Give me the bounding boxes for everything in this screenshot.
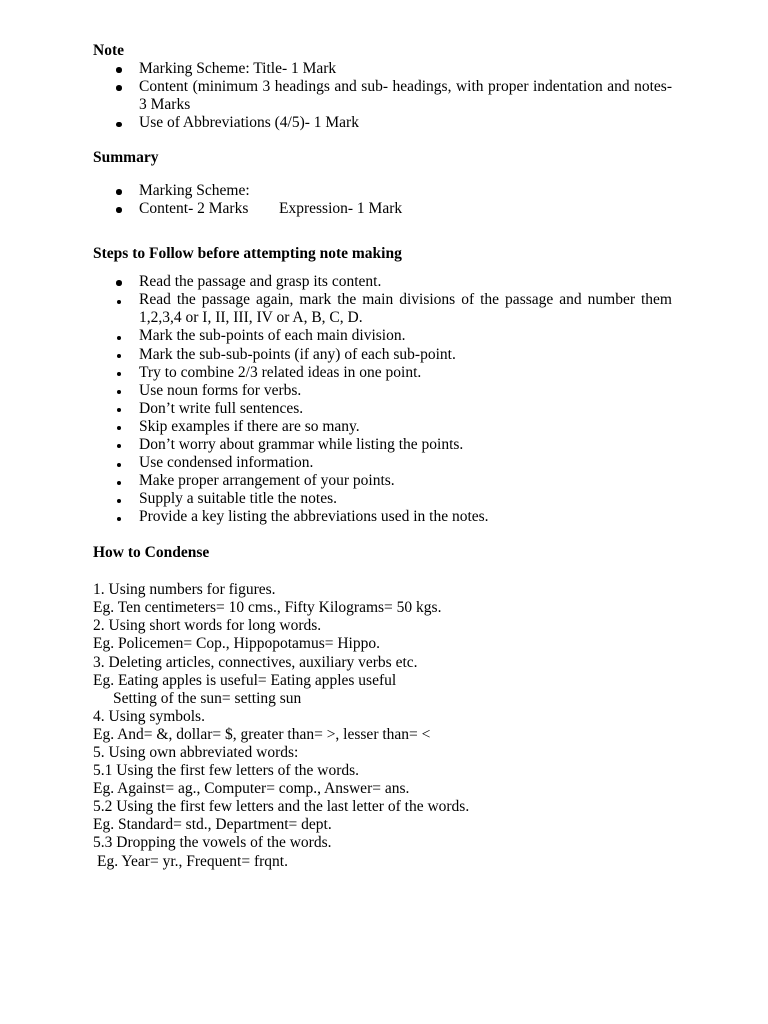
step-item: Use condensed information. [139,454,672,472]
condense-heading: How to Condense [93,544,210,562]
step-item: Mark the sub-sub-points (if any) of each sub-point. [139,346,672,364]
note-list [93,60,674,132]
step-item: Read the passage and grasp its content. [139,273,672,291]
summary-list [93,182,674,218]
condense-subpoint: 5.2 Using the first few letters and the last letter of the words. [93,798,470,816]
step-item: Skip examples if there are so many. [139,418,672,436]
condense-example: Eg. Against= ag., Computer= comp., Answer= ans. [93,780,410,798]
condense-section [93,544,674,871]
summary-heading: Summary [93,148,159,166]
summary-item: Marking Scheme: [139,182,672,200]
step-item: Read the passage again, mark the main divisions of the passage and number them 1,2,3,4 or I, II, III, IV or A, B, C, D. [139,291,672,327]
condense-example: Eg. Standard= std., Department= dept. [93,816,332,834]
condense-point: 2. Using short words for long words. [93,617,322,635]
document-body [93,42,674,871]
step-item: Make proper arrangement of your points. [139,472,672,490]
condense-example: Eg. Policemen= Cop., Hippopotamus= Hippo. [93,635,380,653]
condense-subpoint: 5.1 Using the first few letters of the words. [93,762,360,780]
step-item: Try to combine 2/3 related ideas in one point. [139,364,672,382]
condense-point: 5. Using own abbreviated words: [93,743,299,761]
step-item: Use noun forms for verbs. [139,382,672,400]
note-section [93,42,674,132]
condense-point: 3. Deleting articles, connectives, auxiliary verbs etc. [93,653,418,671]
step-item: Provide a key listing the abbreviations used in the notes. [139,508,672,526]
condense-subpoint: 5.3 Dropping the vowels of the words. [93,834,332,852]
note-item: Content (minimum 3 headings and sub- headings, with proper indentation and notes- 3 Marks [139,78,672,114]
steps-list [93,273,674,526]
steps-section [93,245,674,526]
condense-example: Setting of the sun= setting sun [113,689,302,707]
condense-example: Eg. Ten centimeters= 10 cms., Fifty Kilograms= 50 kgs. [93,599,442,617]
note-item: Marking Scheme: Title- 1 Mark [139,60,672,78]
condense-example: Eg. Eating apples is useful= Eating apples useful [93,671,397,689]
summary-item [139,200,672,218]
steps-heading: Steps to Follow before attempting note making [93,245,402,263]
condense-example: Eg. Year= yr., Frequent= frqnt. [97,852,288,870]
summary-section [93,149,674,218]
summary-expression-mark: Expression- 1 Mark [279,200,403,218]
step-item: Don’t write full sentences. [139,400,672,418]
condense-lines [93,581,674,871]
condense-point: 4. Using symbols. [93,707,205,725]
summary-content-mark: Content- 2 Marks [139,200,249,218]
step-item: Don’t worry about grammar while listing the points. [139,436,672,454]
step-item: Supply a suitable title the notes. [139,490,672,508]
note-item: Use of Abbreviations (4/5)- 1 Mark [139,114,672,132]
step-item: Mark the sub-points of each main division. [139,327,672,345]
condense-point: 1. Using numbers for figures. [93,581,276,599]
note-heading: Note [93,42,124,59]
condense-example: Eg. And= &, dollar= $, greater than= >, lesser than= < [93,725,431,743]
